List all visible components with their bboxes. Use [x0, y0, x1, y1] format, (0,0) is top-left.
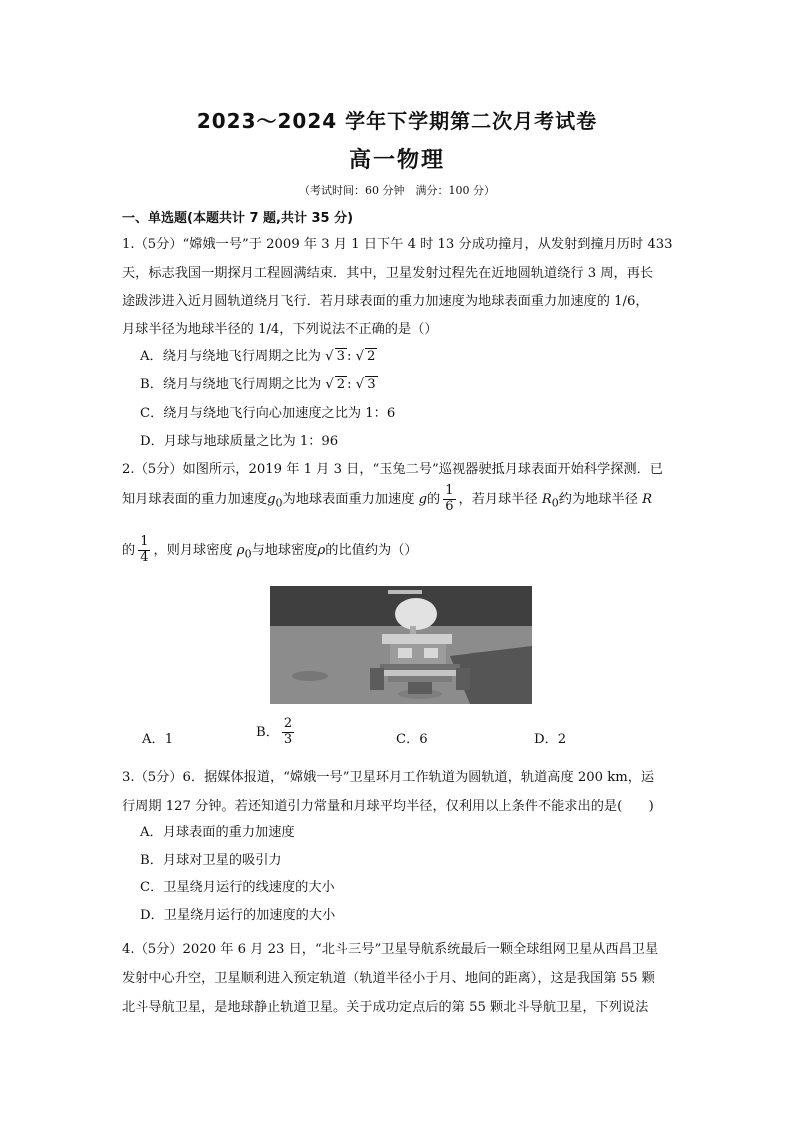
q2-option-b: B． $\frac{2}{3}$ — [256, 716, 293, 747]
exam-meta: （考试时间：60 分钟 满分：100 分） — [299, 184, 495, 197]
q2-option-c: C．6 — [396, 732, 428, 747]
fraction: $\frac{1}{6}$ — [445, 483, 454, 514]
q2-line: 的 $\frac{1}{4}$ ，则月球密度 $\rho_0$与地球密度ρ的比值约为（） — [122, 534, 418, 565]
sqrt-radicand: 2 — [367, 349, 376, 364]
subject-title: 高一物理 — [348, 148, 445, 173]
q3-line: 3.（5分）6．据媒体报道，“嫦娥一号”卫星环月工作轨道为圆轨道，轨道高度 200 km，运 — [122, 770, 655, 785]
q1-option-d: D．月球与地球质量之比为 1：96 — [140, 434, 339, 449]
q2-option-d: D．2 — [534, 732, 567, 747]
exam-title: 2023～2024 学年下学期第二次月考试卷 — [196, 109, 598, 133]
q4-line: 发射中心升空，卫星顺利进入预定轨道（轨道半径小于月、地间的距离），这是我国第 55 颗 — [122, 971, 655, 986]
q4-line: 北斗导航卫星，是地球静止轨道卫星。关于成功定点后的第 55 颗北斗导航卫星，下列说法 — [122, 1000, 649, 1015]
q2-line: 2.（5分）如图所示，2019 年 1 月 3 日，“玉兔二号”巡视器驶抵月球表面开始科学探测．已 — [122, 462, 663, 477]
q1-line: 月球半径为地球半径的 1/4，下列说法不正确的是（） — [122, 322, 438, 337]
q4-line: 4.（5分）2020 年 6 月 23 日，“北斗三号”卫星导航系统最后一颗全球组网卫星从西昌卫星 — [122, 942, 659, 957]
q1-option-b: B．绕月与绕地飞行周期之比为 √ 2 : √ 3 — [140, 377, 376, 392]
rover-illustration — [270, 586, 532, 704]
q3-option-d: D．卫星绕月运行的加速度的大小 — [140, 908, 336, 923]
sqrt-radicand: 2 — [336, 377, 346, 392]
fraction: $\frac{2}{3}$ — [283, 716, 293, 747]
sqrt-radicand: 3 — [367, 377, 376, 392]
section-heading: 一、单选题(本题共计 7 题,共计 35 分) — [122, 211, 354, 226]
q3-option-a: A．月球表面的重力加速度 — [140, 825, 295, 840]
q2-line: 知月球表面的重力加速度$g_0$为地球表面重力加速度 g的 $\frac{1}{6}$ ，若月球半径 $R_0$约为地球半径 R — [122, 483, 653, 514]
q1-option-c: C．绕月与绕地飞行向心加速度之比为 1：6 — [140, 406, 396, 421]
q3-option-c: C．卫星绕月运行的线速度的大小 — [140, 880, 335, 895]
q3-line: 行周期 127 分钟。若还知道引力常量和月球平均半径，仅利用以上条件不能求出的是( ) — [122, 799, 654, 814]
q1-line: 天，标志我国一期探月工程圆满结束．其中，卫星发射过程先在近地圆轨道绕行 3 周，再长 — [122, 266, 654, 281]
q1-line: 途跋涉进入近月圆轨道绕月飞行．若月球表面的重力加速度为地球表面重力加速度的 1/6， — [122, 294, 649, 309]
q3-option-b: B．月球对卫星的吸引力 — [140, 853, 282, 868]
lunar-rover-photo — [270, 586, 532, 704]
fraction: $\frac{1}{4}$ — [140, 534, 149, 565]
sqrt-radicand: 3 — [336, 349, 345, 364]
q1-line: 1.（5分）“嫦娥一号”于 2009 年 3 月 1 日下午 4 时 13 分成功撞月，从发射到撞月历时 433 — [122, 237, 673, 252]
q2-option-a: A．1 — [142, 732, 174, 747]
q1-option-a: A．绕月与绕地飞行周期之比为 √ 3 : √ 2 — [140, 349, 376, 364]
